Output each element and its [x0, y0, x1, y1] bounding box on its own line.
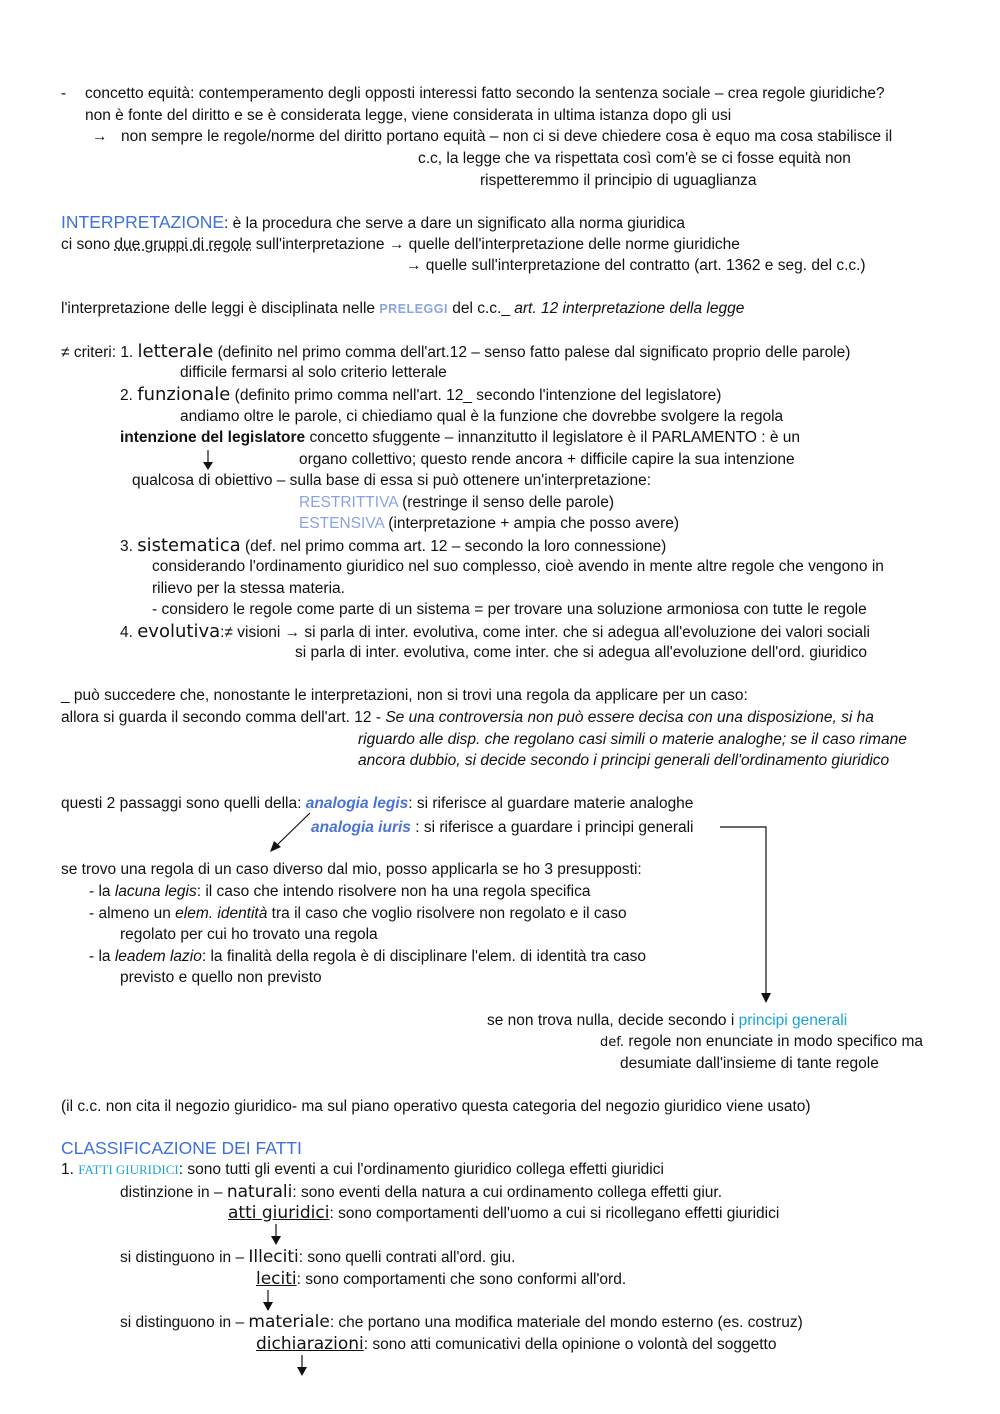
arrow-iuris-connector-icon	[720, 827, 766, 994]
estensiva-label: ESTENSIVA	[299, 515, 384, 532]
obiettivo-line: qualcosa di obiettivo – sulla base di essa si può ottenere un'interpretazione:	[132, 472, 652, 489]
presupposto-3-line-2: previsto e quello non previsto	[120, 969, 322, 986]
def-label: def.	[600, 1035, 625, 1050]
fatti-giuridici-label: FATTI GIURIDICI	[78, 1162, 179, 1177]
equita-line-5: rispetteremmo il principio di uguaglianza	[480, 172, 757, 189]
criterio-4-num: 4.	[120, 624, 138, 641]
pr1-pre: - la	[89, 883, 115, 900]
preleggi-pre: l'interpretazione delle leggi è disciplinata nelle	[61, 300, 380, 317]
criterio-4-line-2: si parla di inter. evolutiva, come inter. che si adegua all'evoluzione dell'ord. giuridico	[295, 644, 867, 661]
criterio-3-desc: (def. nel primo comma art. 12 – secondo la loro connessione)	[240, 538, 667, 555]
analogia-p2-pre: allora si guarda il secondo comma dell'art. 12 -	[61, 709, 386, 726]
negozio-note: (il c.c. non cita il negozio giuridico- ma sul piano operativo questa categoria del negozio giuridico viene usato)	[61, 1098, 811, 1115]
analogia-legis: analogia legis	[305, 795, 409, 812]
analogia-p3: riguardo alle disp. che regolano casi simili o materie analoghe; se il caso rimane	[358, 731, 907, 748]
equita-line-2: non è fonte del diritto e se è considerata legge, viene considerata in ultima istanza dopo gli usi	[85, 107, 732, 124]
dichiarazioni-desc: : sono atti comunicativi della opinione o volontà del soggetto	[363, 1336, 777, 1353]
fatti-giuridici-desc: : sono tutti gli eventi a cui l'ordinamento giuridico collega effetti giuridici	[178, 1161, 664, 1178]
materiale-desc: : che portano una modifica materiale del mondo esterno (es. costruz)	[329, 1314, 803, 1331]
arrow-legis-icon	[276, 813, 310, 846]
leciti-desc: : sono comportamenti che sono conformi all'ord.	[296, 1271, 627, 1288]
pr3-pre: - la	[89, 948, 115, 965]
analogia-legis-desc: : si riferisce al guardare materie analoghe	[408, 795, 694, 812]
pr3-post: : la finalità della regola è di disciplinare l'elem. di identità tra caso	[201, 948, 646, 965]
presupposti-line: se trovo una regola di un caso diverso dal mio, posso applicarla se ho 3 presupposti:	[61, 861, 642, 878]
interpretazione-heading: INTERPRETAZIONE	[61, 212, 225, 232]
passaggi-pre: questi 2 passaggi sono quelli della:	[61, 795, 306, 812]
presupposto-2-line-2: regolato per cui ho trovato una regola	[120, 926, 378, 943]
criterio-3-line-2: rilievo per la stessa materia.	[152, 580, 345, 597]
naturali-desc: : sono eventi della natura a cui ordinamento collega effetti giur.	[292, 1184, 723, 1201]
criterio-1-desc: (definito nel primo comma dell'art.12 – senso fatto palese dal significato proprio delle parole)	[213, 344, 851, 361]
interpretazione-def: : è la procedura che serve a dare un significato alla norma giuridica	[224, 215, 685, 232]
dist-1: distinzione in –	[120, 1184, 227, 1201]
preleggi-label: PRELEGGI	[379, 302, 448, 316]
materiale-label: materiale	[248, 1312, 330, 1332]
leciti-label: leciti	[256, 1269, 297, 1289]
pr1-post: : il caso che intendo risolvere non ha una regola specifica	[196, 883, 591, 900]
criterio-2-desc: (definito primo comma nell'art. 12_ secondo l'intenzione del legislatore)	[230, 387, 722, 404]
criterio-3-num: 3.	[120, 538, 138, 555]
gruppi-pre: ci sono	[61, 236, 115, 253]
gruppo-1: → quelle dell'interpretazione delle norme giuridiche	[388, 236, 740, 253]
fatti-num: 1.	[61, 1161, 79, 1178]
analogia-p2-italic: Se una controversia non può essere decisa con una disposizione, si ha	[385, 709, 874, 726]
pr2-italic: elem. identità	[175, 905, 268, 922]
illeciti-label: Illeciti	[248, 1247, 299, 1267]
arrowhead-iuris-icon	[761, 993, 771, 1003]
pr3-italic: leadem lazio	[114, 948, 202, 965]
naturali-label: naturali	[226, 1182, 293, 1202]
intenzione-rest: concetto sfuggente – innanzitutto il legislatore è il PARLAMENTO : è un	[305, 429, 801, 446]
analogia-p1: _ può succedere che, nonostante le interpretazioni, non si trovi una regola da applicare per un caso:	[61, 687, 748, 704]
arrowhead-dichiarazioni-icon	[297, 1367, 307, 1376]
pr1-italic: lacuna legis	[114, 883, 197, 900]
illeciti-desc: : sono quelli contrati all'ord. giu.	[298, 1249, 516, 1266]
gruppo-2: → quelle sull'interpretazione del contratto (art. 1362 e seg. del c.c.)	[406, 257, 866, 274]
restrittiva-label: RESTRITTIVA	[299, 494, 398, 511]
gruppi-post: sull'interpretazione	[251, 236, 389, 253]
atti-giuridici-label: atti giuridici	[228, 1203, 330, 1223]
criterio-3-line-3: - considero le regole come parte di un sistema = per trovare una soluzione armoniosa con tutte le regole	[152, 601, 867, 618]
equita-line-1: concetto equità: contemperamento degli opposti interessi fatto secondo la sentenza sociale – crea regole giuridiche?	[85, 85, 885, 102]
principi-generali: principi generali	[738, 1012, 848, 1029]
estensiva-desc: (interpretazione + ampia che posso avere)	[384, 515, 680, 532]
gruppi-underlined: due gruppi di regole	[114, 236, 252, 253]
pr2-post: tra il caso che voglio risolvere non regolato e il caso	[267, 905, 627, 922]
criterio-4-desc: :≠ visioni → si parla di inter. evolutiva, come inter. che si adegua all'evoluzione dei valori sociali	[220, 624, 871, 641]
analogia-iuris-desc: : si riferisce a guardare i principi generali	[410, 819, 694, 836]
preleggi-post: del c.c._	[447, 300, 515, 317]
arrowhead-intenzione-icon	[203, 462, 213, 470]
criterio-sistematica: sistematica	[137, 535, 241, 556]
criterio-letterale: letterale	[137, 341, 214, 362]
criterio-2-note: andiamo oltre le parole, ci chiediamo qual è la funzione che dovrebbe svolgere la regola	[180, 408, 784, 425]
criterio-evolutiva: evolutiva	[137, 621, 221, 642]
analogia-iuris: analogia iuris	[311, 819, 411, 836]
organo-line: organo collettivo; questo rende ancora + difficile capire la sua intenzione	[299, 451, 795, 468]
arrowhead-atti-icon	[271, 1236, 281, 1245]
criteri-intro: ≠ criteri: 1.	[61, 344, 138, 361]
pr2-pre: - almeno un	[89, 905, 176, 922]
intenzione-bold: intenzione del legislatore	[120, 429, 306, 446]
criterio-funzionale: funzionale	[137, 384, 231, 405]
classificazione-heading: CLASSIFICAZIONE DEI FATTI	[61, 1138, 302, 1158]
def-text: regole non enunciate in modo specifico ma	[624, 1033, 924, 1050]
restrittiva-desc: (restringe il senso delle parole)	[397, 494, 615, 511]
arrowhead-leciti-icon	[263, 1302, 273, 1311]
bullet-dash: -	[61, 85, 67, 102]
arrow-icon: →	[92, 128, 108, 145]
criterio-1-note: difficile fermarsi al solo criterio letterale	[180, 364, 447, 381]
preleggi-italic: art. 12 interpretazione della legge	[514, 300, 745, 317]
equita-line-3: non sempre le regole/norme del diritto portano equità – non ci si deve chiedere cosa è equo ma cosa stabilisce il	[121, 128, 893, 145]
dist-2: si distinguono in –	[120, 1249, 249, 1266]
nulla-text: se non trova nulla, decide secondo i	[487, 1012, 739, 1029]
dist-3: si distinguono in –	[120, 1314, 249, 1331]
def-line-2: desumiate dall'insieme di tante regole	[620, 1055, 879, 1072]
criterio-3-line-1: considerando l'ordinamento giuridico nel suo complesso, cioè avendo in mente altre regole che vengono in	[152, 558, 884, 575]
atti-desc: : sono comportamenti dell'uomo a cui si ricollegano effetti giuridici	[329, 1205, 780, 1222]
dichiarazioni-label: dichiarazioni	[256, 1334, 364, 1354]
criterio-2-num: 2.	[120, 387, 138, 404]
equita-line-4: c.c, la legge che va rispettata così com'è se ci fosse equità non	[418, 150, 851, 167]
analogia-p4: ancora dubbio, si decide secondo i principi generali dell'ordinamento giuridico	[358, 752, 890, 769]
